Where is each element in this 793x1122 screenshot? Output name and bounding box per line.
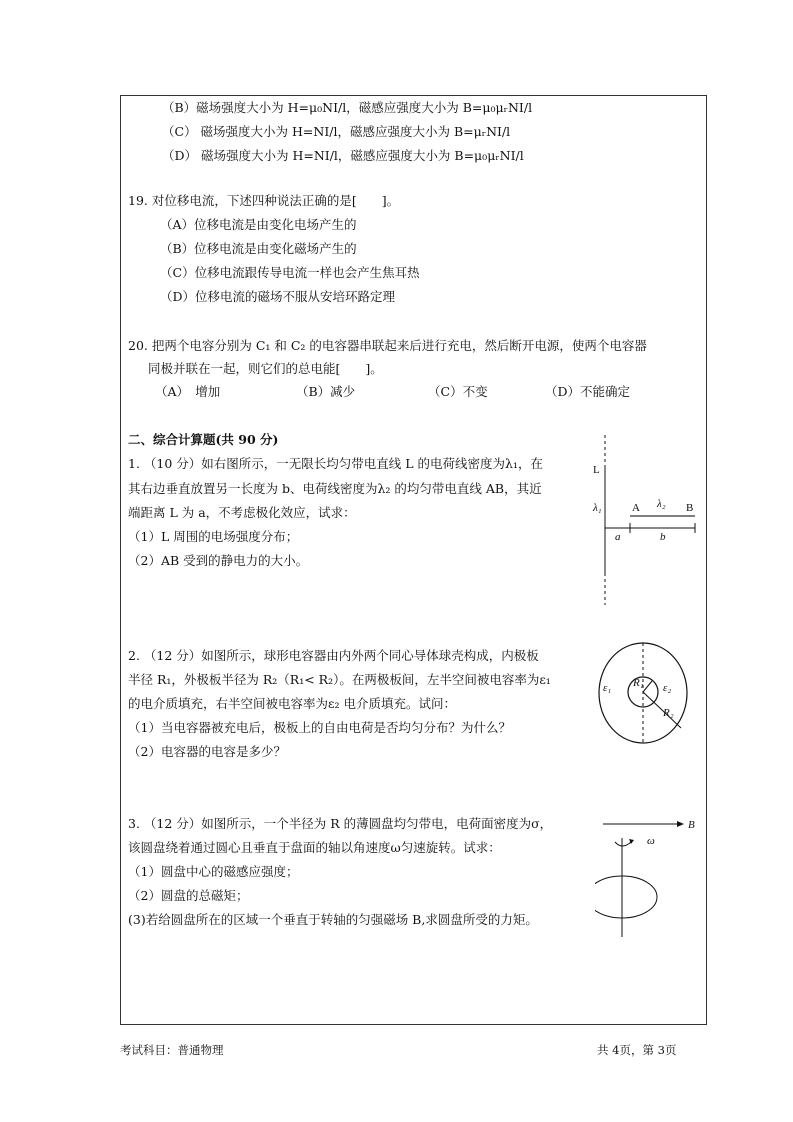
- q20-option-a: （A） 增加: [155, 384, 221, 399]
- p1-line: 端距离 L 为 a，不考虑极化效应，试求：: [128, 505, 356, 520]
- q19-stem: 19. 对位移电流，下述四种说法正确的是[ ]。: [128, 193, 400, 208]
- label-omega: ω: [647, 835, 655, 847]
- label-a: a: [615, 531, 621, 543]
- label-lambda2: λ₂: [657, 498, 666, 510]
- q20-stem-2: 同极并联在一起，则它们的总电能[ ]。: [148, 361, 383, 376]
- q20-option-d: （D）不能确定: [545, 384, 631, 399]
- label-B: B: [686, 502, 694, 514]
- label-eps2: ε₂: [663, 682, 672, 694]
- section-title: 二、综合计算题(共 90 分): [128, 432, 279, 447]
- q18-option-c: （C） 磁场强度大小为 H=NI/l，磁感应强度大小为 B=μᵣNI/l: [162, 124, 511, 139]
- p3-line: 3. （12 分）如图所示，一个半径为 R 的薄圆盘均匀带电，电荷面密度为σ，: [128, 816, 553, 831]
- label-B: B: [688, 819, 695, 831]
- label-eps1: ε₁: [603, 682, 612, 694]
- q18-option-d: （D） 磁场强度大小为 H=NI/l，磁感应强度大小为 B=μ₀μᵣNI/l: [162, 148, 524, 163]
- p1-line: （1）L 周围的电场强度分布；: [128, 529, 299, 544]
- p1-figure: [585, 435, 705, 605]
- p3-line: 该圆盘绕着通过圆心且垂直于盘面的轴以角速度ω匀速旋转。试求：: [128, 840, 501, 855]
- q20-option-b: （B）减少: [296, 384, 356, 399]
- p2-figure: [585, 640, 705, 750]
- p1-line: （2）AB 受到的静电力的大小。: [128, 553, 309, 568]
- p3-line: （1）圆盘中心的磁感应强度；: [128, 864, 299, 879]
- p3-line: （2）圆盘的总磁矩；: [128, 888, 249, 903]
- q20-stem-1: 20. 把两个电容分别为 C₁ 和 C₂ 的电容器串联起来后进行充电，然后断开电源，使两个电容器: [128, 338, 647, 353]
- label-L: L: [593, 464, 600, 476]
- footer-page-number: 共 4页，第 3页: [597, 1043, 677, 1057]
- q19-option-c: （C）位移电流跟传导电流一样也会产生焦耳热: [160, 265, 420, 280]
- p2-line: 2. （12 分）如图所示，球形电容器由内外两个同心导体球壳构成，内极板: [128, 648, 539, 663]
- p2-line: 的电介质填充，右半空间被电容率为ε₂ 电介质填充。试问：: [128, 696, 456, 711]
- p3-line: (3)若给圆盘所在的区域一个垂直于转轴的匀强磁场 B,求圆盘所受的力矩。: [128, 912, 538, 927]
- p1-line: 1. （10 分）如右图所示，一无限长均匀带电直线 L 的电荷线密度为λ₁，在: [128, 456, 543, 471]
- label-b: b: [660, 531, 666, 543]
- q20-option-c: （C）不变: [428, 384, 488, 399]
- p2-line: （2）电容器的电容是多少？: [128, 744, 286, 759]
- footer-subject: 考试科目：普通物理: [120, 1043, 224, 1057]
- q19-option-b: （B）位移电流是由变化磁场产生的: [160, 241, 357, 256]
- q19-option-d: （D）位移电流的磁场不服从安培环路定理: [160, 289, 396, 304]
- label-lambda1: λ₁: [593, 502, 602, 514]
- q18-option-b: （B）磁场强度大小为 H=μ₀NI/l，磁感应强度大小为 B=μ₀μᵣNI/l: [162, 100, 533, 115]
- p3-figure: [595, 812, 705, 937]
- p1-line: 其右边垂直放置另一长度为 b、电荷线密度为λ₂ 的均匀带电直线 AB，其近: [128, 481, 542, 496]
- p2-line: （1）当电容器被充电后，极板上的自由电荷是否均匀分布？为什么？: [128, 720, 511, 735]
- q19-option-a: （A）位移电流是由变化电场产生的: [160, 217, 357, 232]
- label-A: A: [632, 502, 640, 514]
- label-R2: R₂: [663, 707, 674, 719]
- p2-line: 半径 R₁，外极板半径为 R₂（R₁< R₂）。在两极板间，左半空间被电容率为ε₁: [128, 672, 551, 687]
- label-R1: R₁: [633, 677, 644, 689]
